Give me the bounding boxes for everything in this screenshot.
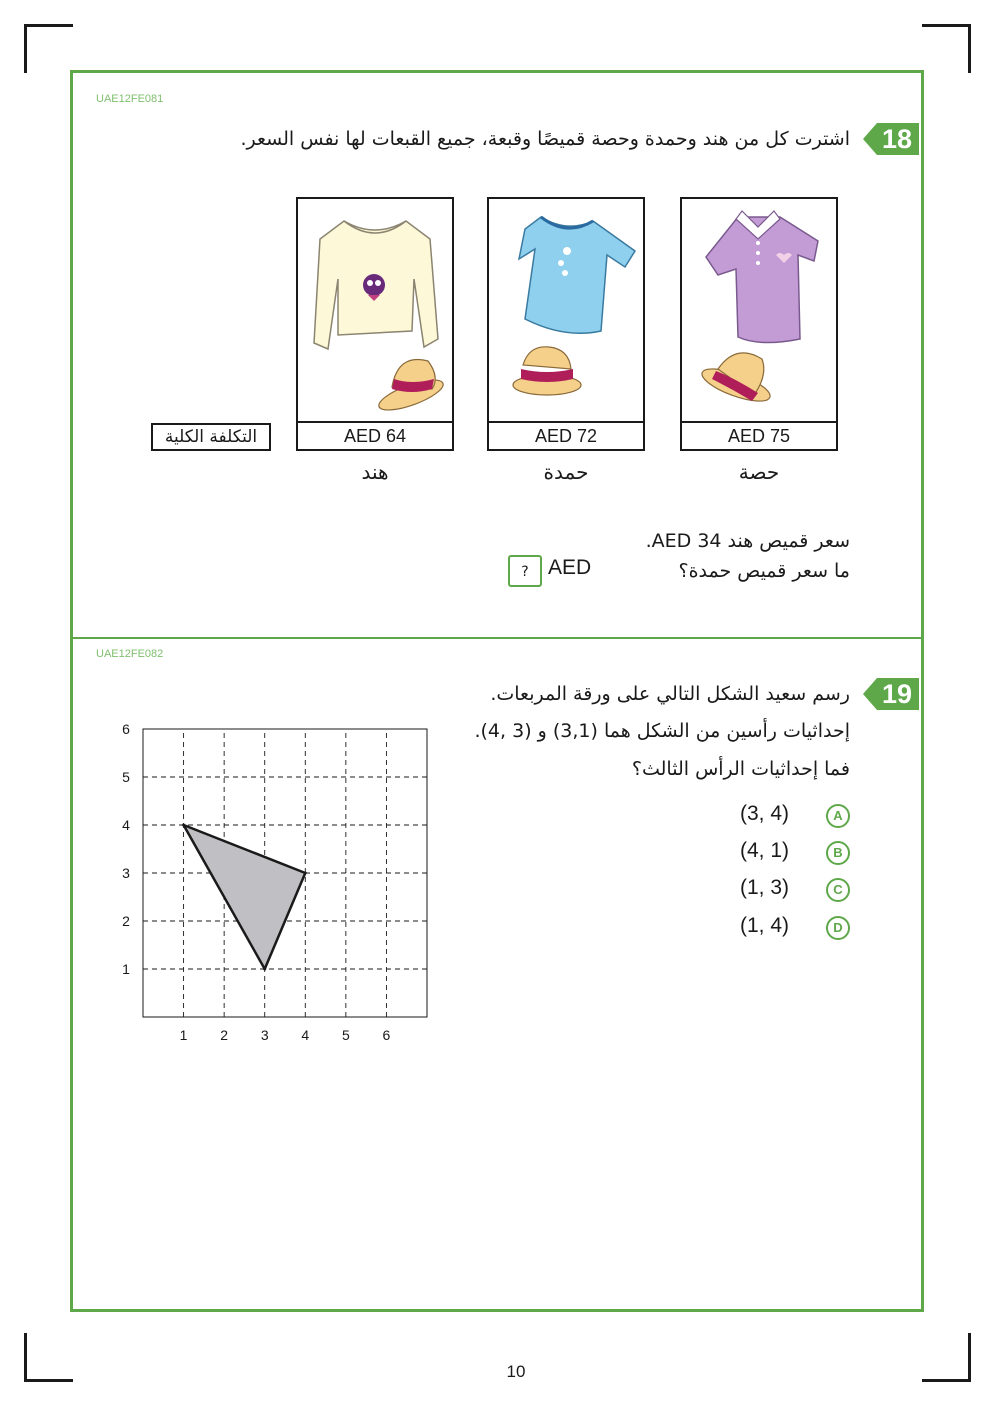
- coordinate-grid: [100, 710, 440, 1050]
- q18-number-badge: [863, 123, 919, 155]
- option-a[interactable]: [740, 802, 850, 830]
- triangle-vertex: [263, 968, 266, 971]
- crop-mark-bottom-right: [922, 1333, 971, 1382]
- crop-mark-top-right: [922, 24, 971, 73]
- x-tick-label: 3: [260, 1027, 269, 1043]
- card-price: AED 64: [298, 421, 452, 449]
- y-tick-label: 2: [122, 913, 130, 929]
- q18-number: 18: [881, 124, 913, 154]
- x-tick-label: 1: [179, 1027, 188, 1043]
- q19-number: 19: [881, 679, 913, 709]
- x-tick-label: 6: [382, 1027, 391, 1043]
- option-c-value: (1, 3): [740, 876, 790, 899]
- q18-statement: سعر قميص هند 34 AED.: [645, 530, 850, 552]
- q18-question: ما سعر قميص حمدة؟: [678, 560, 850, 582]
- card-name-hessa: حصة: [738, 460, 780, 484]
- q19-line1: رسم سعيد الشكل التالي على ورقة المربعات.: [490, 683, 850, 705]
- purple-polo-icon: [682, 199, 836, 423]
- x-tick-label: 5: [341, 1027, 350, 1043]
- y-tick-label: 6: [122, 721, 130, 737]
- blue-tshirt-icon: [489, 199, 643, 423]
- option-c-letter: C: [826, 878, 850, 902]
- card-name-hind: هند: [361, 460, 389, 484]
- card-hind: [296, 197, 454, 451]
- option-a-value: (3, 4): [740, 802, 790, 825]
- y-tick-label: 3: [122, 865, 130, 881]
- q19-line2: إحداثيات رأسين من الشكل هما (3,1) و (3 ,4).: [474, 720, 850, 742]
- triangle-vertex: [304, 872, 307, 875]
- y-tick-label: 5: [122, 769, 130, 785]
- y-tick-label: 4: [122, 817, 130, 833]
- crop-mark-bottom-left: [24, 1333, 73, 1382]
- card-name-hamda: حمدة: [543, 460, 589, 484]
- card-hessa: [680, 197, 838, 451]
- page-number: 10: [506, 1362, 526, 1381]
- option-b-value: (4, 1): [740, 839, 790, 862]
- card-hamda: [487, 197, 645, 451]
- q18-prompt: اشترت كل من هند وحمدة وحصة قميصًا وقبعة، جميع القبعات لها نفس السعر.: [240, 128, 850, 150]
- q19-number-badge: [863, 678, 919, 710]
- q19-line3: فما إحداثيات الرأس الثالث؟: [631, 758, 850, 780]
- option-b[interactable]: [740, 839, 850, 867]
- x-tick-label: 4: [301, 1027, 310, 1043]
- option-d[interactable]: [740, 914, 850, 942]
- x-tick-label: 2: [220, 1027, 229, 1043]
- option-c[interactable]: [740, 876, 850, 904]
- crop-mark-top-left: [24, 24, 73, 73]
- card-price: AED 75: [682, 421, 836, 449]
- triangle-vertex: [182, 824, 185, 827]
- option-d-letter: D: [826, 916, 850, 940]
- card-price: AED 72: [489, 421, 643, 449]
- total-cost-label: التكلفة الكلية: [151, 423, 271, 451]
- answer-box[interactable]: ?: [508, 555, 542, 587]
- answer-unit: AED: [548, 556, 592, 579]
- cream-sweater-icon: [298, 199, 452, 423]
- option-a-letter: A: [826, 804, 850, 828]
- option-d-value: (1, 4): [740, 914, 790, 937]
- question-divider: [70, 637, 921, 639]
- option-b-letter: B: [826, 841, 850, 865]
- q19-code: UAE12FE082: [96, 648, 164, 660]
- y-tick-label: 1: [122, 961, 130, 977]
- q18-code: UAE12FE081: [96, 93, 164, 105]
